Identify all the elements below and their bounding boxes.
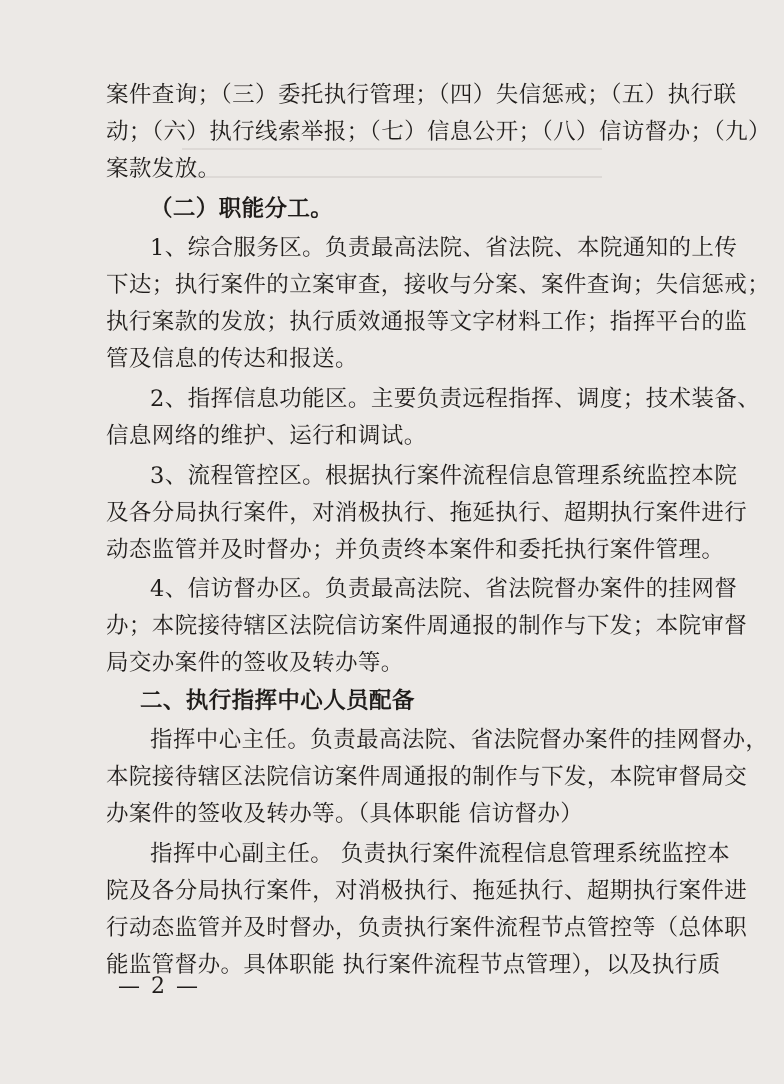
body-line: 行动态监管并及时督办，负责执行案件流程节点管控等（总体职 [106, 915, 748, 941]
body-line: 指挥中心主任。负责最高法院、省法院督办案件的挂网督办， [150, 727, 769, 753]
body-line: 4、信访督办区。负责最高法院、省法院督办案件的挂网督 [150, 576, 738, 602]
body-line: 3、流程管控区。根据执行案件流程信息管理系统监控本院 [150, 463, 738, 489]
body-line: 办案件的签收及转办等。（具体职能 信访督办） [106, 801, 584, 827]
body-line: 2、指挥信息功能区。主要负责远程指挥、调度；技术装备、 [150, 386, 761, 412]
body-line: 管及信息的传达和报送。 [106, 346, 358, 372]
body-line: 下达；执行案件的立案审查，接收与分案、案件查询；失信惩戒； [106, 272, 771, 298]
body-line: 院及各分局执行案件，对消极执行、拖延执行、超期执行案件进 [106, 878, 748, 904]
body-line: 本院接待辖区法院信访案件周通报的制作与下发，本院审督局交 [106, 764, 748, 790]
body-line: 动态监管并及时督办；并负责终本案件和委托执行案件管理。 [106, 537, 725, 563]
section-heading: （二）职能分工。 [150, 196, 334, 222]
body-line: 执行案款的发放；执行质效通报等文字材料工作；指挥平台的监 [106, 309, 748, 335]
body-line: 局交办案件的签收及转办等。 [106, 650, 404, 676]
body-line: 案款发放。 [106, 156, 221, 182]
body-line: 及各分局执行案件，对消极执行、拖延执行、超期执行案件进行 [106, 500, 748, 526]
body-line: 指挥中心副主任。 负责执行案件流程信息管理系统监控本 [150, 841, 731, 867]
body-line: 动；（六）执行线索举报；（七）信息公开；（八）信访督办；（九） [106, 119, 771, 145]
body-line: 办；本院接待辖区法院信访案件周通报的制作与下发；本院审督 [106, 613, 748, 639]
body-line: 案件查询；（三）委托执行管理；（四）失信惩戒；（五）执行联 [106, 82, 737, 108]
body-line: 能监管督办。具体职能 执行案件流程节点管理），以及执行质 [106, 952, 721, 978]
chapter-heading: 二、执行指挥中心人员配备 [140, 688, 415, 714]
body-line: 1、综合服务区。负责最高法院、省法院、本院通知的上传 [150, 235, 738, 261]
body-line: 信息网络的维护、运行和调试。 [106, 423, 427, 449]
page-number: — 2 — [118, 974, 200, 999]
